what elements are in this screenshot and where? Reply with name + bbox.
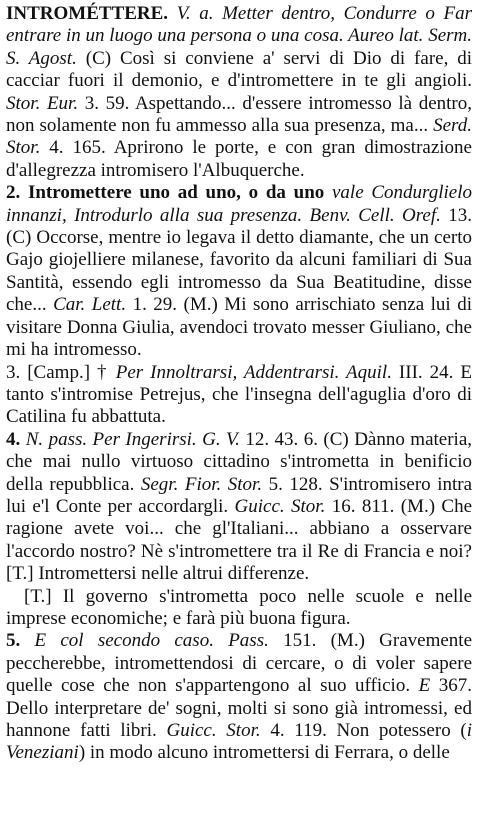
text-segment: 5. 128. S'intromisero intra lui e'l Conte per accordargli. [6,473,473,517]
text-segment: 13. (C) Occorse, mentre io legava il detto diamante, che un certo Gajo giojelliere milanese, favorito da alcuni familiari di Sua Santità, essendo egli intromesso da Sua Beatitudine, disse che... [6,204,473,316]
text-segment: 4. 119. Non potessero ( [260,720,467,741]
text-segment: 4. [6,428,26,450]
text-segment: Guicc. Stor. [234,495,326,517]
note-t [6,586,472,631]
text-segment: 1. 29. (M.) Mi sono arrischiato senza lui di visitare Donna Giulia, avendoci trovato messer Giuliano, che mi ha intromesso. [6,294,472,361]
text-segment: 2. Intromettere uno ad uno, o da uno [6,182,325,204]
text-segment: V. a. Metter dentro, Condurre o Far entrare in un luogo una persona o una cosa. Aureo lat. Serm. S. Agost. [6,3,472,69]
text-segment: E col secondo caso. Pass. [34,630,269,652]
text-segment: 5. [6,630,35,652]
sense-5 [6,630,472,764]
text-segment: 3. [Camp.] † [6,361,116,383]
text-segment: (C) Così si conviene a' servi di Dio di fare, di cacciar fuori il demonio, e d'intromettere in te gli angioli. [6,47,473,92]
text-segment: Car. Lett. [53,294,127,316]
sense-4 [6,429,472,586]
text-segment: Per Innoltrarsi, Addentrarsi. Aquil. [115,361,392,383]
text-segment: 151. (M.) Gravemente peccherebbe, intromettendosi di cercare, o di voler sapere quelle cose che non s'appartengono al suo ufficio. [6,630,472,697]
text-segment: Segr. Fior. Stor. [140,473,263,495]
sense-2 [6,182,472,361]
entry-intro [6,3,472,182]
sense-3 [6,362,472,429]
text-segment: Serd. Stor. [6,115,472,159]
text-segment [168,3,177,24]
text-segment: 4. 165. Aprirono le porte, e con gran dimostrazione d'allegrezza intromisero l'Albuquerche. [6,137,472,181]
text-segment: E [418,675,431,697]
text-segment: ) in modo alcuno intromettersi di Ferrara, o delle [78,742,450,764]
text-segment: 367. Dello interpretare de' sogni, molti si sono già intromessi, ed hannone fatti libri. [6,675,473,741]
text-segment: III. 24. E tanto s'intromise Petrejus, che l'insegna dell'aguglia d'oro di Catilina fu abbattuta. [6,361,472,428]
text-segment: 12. 43. 6. (C) Dànno materia, che mai nullo virtuoso cittadino s'intrometta in benificio della repubblica. [6,428,472,495]
text-segment: 3. 59. Aspettando... d'essere intromesso là dentro, non solamente non fu ammesso alla sua presenza, ma... [6,92,472,137]
text-segment: Stor. Eur. [6,92,79,114]
text-segment: Guicc. Stor. [166,720,261,741]
text-segment: i Veneziani [6,720,472,764]
text-segment: vale Condurglielo innanzi, Introdurlo alla sua presenza. Benv. Cell. Oref. [6,182,472,226]
text-segment: INTROMÉTTERE. [6,3,169,24]
text-segment: [T.] Il governo s'intrometta poco nelle scuole e nelle imprese economiche; e farà più buona figura. [6,585,472,629]
text-segment: N. pass. Per Ingerirsi. G. V. [25,428,240,450]
text-segment: 16. 811. (M.) Che ragione avete voi... che gl'Italiani... abbiano a osservare l'accordo nostro? Nè s'intromettere tra il Re di Francia e noi? [T.] Intromettersi nelle altrui differenze. [6,495,473,585]
